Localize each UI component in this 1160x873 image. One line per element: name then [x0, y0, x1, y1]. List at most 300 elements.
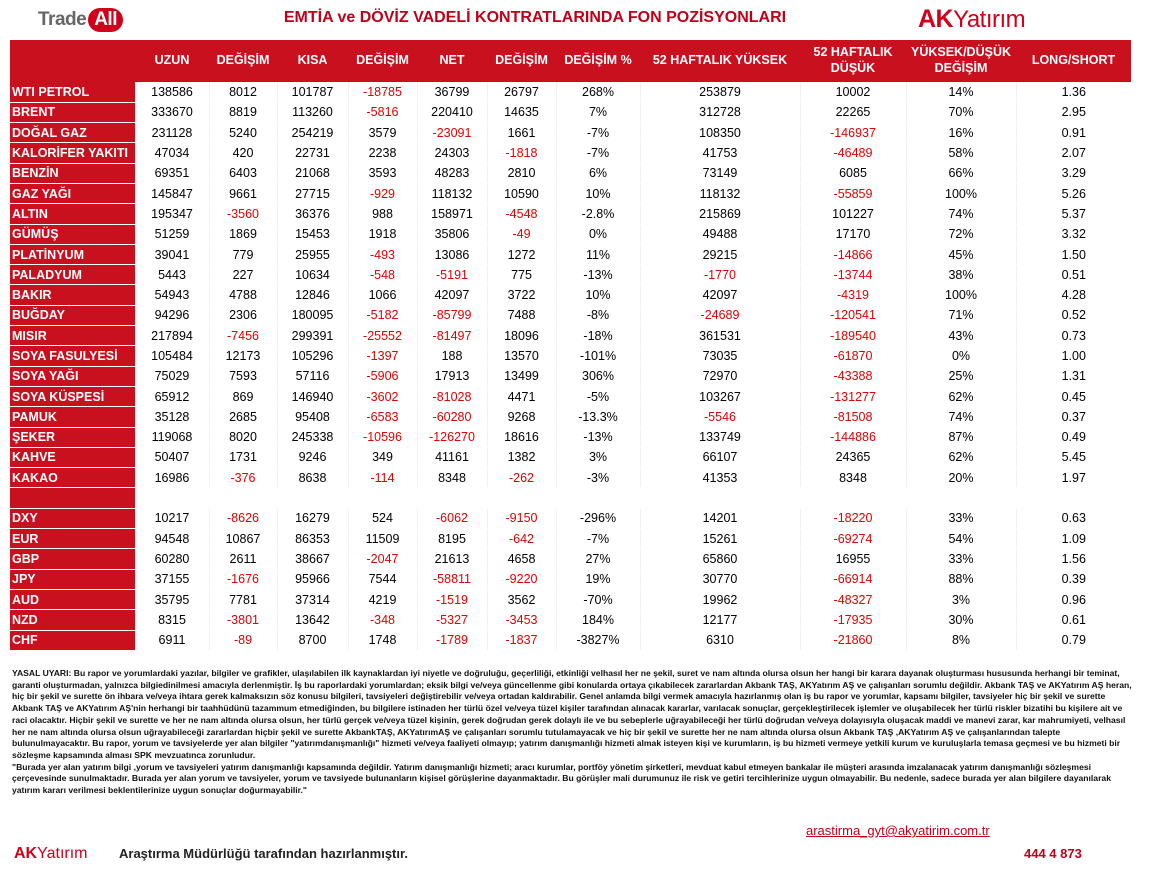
table-cell-high-low-change-col: 66% [906, 163, 1016, 183]
column-header-net-col: NET [417, 40, 487, 82]
table-cell-net-col: 48283 [417, 163, 487, 183]
table-row [10, 285, 1131, 305]
table-cell-uzun-col: 94296 [135, 305, 209, 325]
table-cell-uzun-col: 10217 [135, 508, 209, 528]
table-cell-low-52w-col: -43388 [800, 366, 906, 386]
table-cell-high-low-change-col: 43% [906, 326, 1016, 346]
table-row [10, 427, 1131, 447]
table-cell-high-52w-col: 312728 [640, 102, 800, 122]
table-cell-net-change-col: -4548 [487, 204, 556, 224]
table-cell-high-low-change-col: 38% [906, 265, 1016, 285]
table-cell-low-52w-col: -4319 [800, 285, 906, 305]
table-cell-uzun-change-col: -89 [209, 630, 277, 650]
table-cell-kisa-col: 95408 [277, 407, 348, 427]
table-cell-change-pct-col: 6% [556, 163, 640, 183]
table-cell-long-short-col: 1.97 [1016, 468, 1131, 488]
table-cell-kisa-change-col: 1066 [348, 285, 417, 305]
table-cell-kisa-col: 146940 [277, 386, 348, 406]
table-cell-long-short-col: 0.96 [1016, 589, 1131, 609]
table-cell-kisa-change-col: 349 [348, 447, 417, 467]
table-cell-uzun-change-col: 7781 [209, 589, 277, 609]
table-cell-net-change-col: -9150 [487, 508, 556, 528]
table-cell-long-short-col: 0.45 [1016, 386, 1131, 406]
table-cell-uzun-col: 50407 [135, 447, 209, 467]
table-cell-long-short-col: 1.31 [1016, 366, 1131, 386]
table-cell-high-52w-col: 133749 [640, 427, 800, 447]
table-cell-net-col: 188 [417, 346, 487, 366]
table-cell-long-short-col: 0.51 [1016, 265, 1131, 285]
table-cell-change-pct-col: 7% [556, 102, 640, 122]
table-spacer-row [10, 488, 1131, 508]
table-cell-low-52w-col: -13744 [800, 265, 906, 285]
table-cell-uzun-change-col [209, 488, 277, 508]
table-cell-change-pct-col: 27% [556, 549, 640, 569]
table-cell-kisa-change-col: -10596 [348, 427, 417, 447]
table-cell-kisa-col: 21068 [277, 163, 348, 183]
instrument-name: WTI PETROL [10, 82, 135, 102]
positions-table-wrapper [10, 40, 1131, 651]
table-cell-high-low-change-col: 71% [906, 305, 1016, 325]
instrument-name: BENZİN [10, 163, 135, 183]
table-cell-uzun-col: 6911 [135, 630, 209, 650]
table-cell-high-52w-col: 30770 [640, 569, 800, 589]
table-cell-net-change-col: 18096 [487, 326, 556, 346]
table-cell-low-52w-col: 10002 [800, 82, 906, 102]
table-cell-low-52w-col: -18220 [800, 508, 906, 528]
table-cell-kisa-change-col: -1397 [348, 346, 417, 366]
table-row [10, 123, 1131, 143]
table-cell-net-col: -23091 [417, 123, 487, 143]
table-cell-high-52w-col: 65860 [640, 549, 800, 569]
table-cell-uzun-change-col: -1676 [209, 569, 277, 589]
table-cell-uzun-change-col: 12173 [209, 346, 277, 366]
table-cell-net-change-col: 26797 [487, 82, 556, 102]
table-cell-low-52w-col: -48327 [800, 589, 906, 609]
column-header-high-low-change-col: YÜKSEK/DÜŞÜK DEĞİŞİM [906, 40, 1016, 82]
table-cell-kisa-col: 27715 [277, 183, 348, 203]
contact-email-link[interactable]: arastirma_gyt@akyatirim.com.tr [806, 823, 990, 838]
table-cell-net-col: -60280 [417, 407, 487, 427]
table-cell-kisa-change-col: 524 [348, 508, 417, 528]
table-cell-net-col: 35806 [417, 224, 487, 244]
table-cell-low-52w-col: -55859 [800, 183, 906, 203]
table-cell-high-52w-col: 15261 [640, 529, 800, 549]
table-cell-long-short-col [1016, 488, 1131, 508]
table-cell-kisa-change-col: 7544 [348, 569, 417, 589]
footer-logo-ak: AK [14, 845, 38, 862]
table-cell-uzun-col: 195347 [135, 204, 209, 224]
table-cell-net-col: 21613 [417, 549, 487, 569]
table-cell-kisa-col: 12846 [277, 285, 348, 305]
instrument-name: AUD [10, 589, 135, 609]
table-cell-long-short-col: 0.52 [1016, 305, 1131, 325]
table-cell-low-52w-col: 8348 [800, 468, 906, 488]
table-cell-uzun-col: 217894 [135, 326, 209, 346]
legal-paragraph-1: YASAL UYARI: Bu rapor ve yorumlardaki yazılar, bilgiler ve grafikler, ulaşılabilen ilk kaynaklardan iyi niyetle ve doğruluğu, geçerliliği, etkinliği velhasıl her ne şekil, suret ve nam altında olursa olsun her hangi bir karara dayanak oluşturması hususunda herhangi bir teminat, garanti oluşturmadan, yalnızca bilgiedinilmesi amacıyla derlenmiştir. İş bu raporlardaki yorumlardan; eksik bilgi ve/veya güncellenme gibi konularda ortaya çıkabilecek zararlardan Akbank TAŞ, AKYatırım AŞ ve çalışanları sorumlu değildir. Akbank TAŞ ve AKYatırım AŞ heran, hiç bir şekil ve surette ön ihbara ve/veya ihtara gerek kalmaksızın söz konusu bilgileri, tavsiyeleri değiştirebilir ve/veya ortadan kaldırabilir. Genel anlamda bilgi vermek amacıyla hazırlanmış olan iş bu rapor ve yorumlar, kapsamı bilgiler, tavsiyeler hiç bir şekil ve surette Akbank TAŞ ve AKYatırım AŞ'nin herhangi bir taahhüdünü tazammum etmediğinden, bu bilgilere istinaden her türlü özel ve/veya tüzel kişiler tarafından alınacak kararlar, varılacak sonuçlar, gerçekleştirilecek işlemler ve oluşabilecek her türlü riskler bizatihi bu kişilere ait ve raci olacaktır. Hiçbir şekil ve surette ve her ne nam altında olursa olsun, her türlü gerçek ve/veya tüzel kişinin, gerek doğrudan gerek dolaylı ile ve bu sebeplerle uğrayabileceği her türlü doğrudan ve/veya dolayısıyla oluşacak maddi ve manevi zarar, kar mahrumiyeti, velhasıl her ne nam altında olursa olsun uğrayabileceği zararlardan hiçbir şekil ve surette AkbankTAŞ, AKYatırımAŞ ve çalışanları sorumlu tutulamayacak ve hiç bir şekil ve surette her ne nam altında olursa olsun Akbank TAŞ ,AKYatırım AŞ ve çalışanlarından talepte bulunulmayacaktır. Bu rapor, yorum ve tavsiyelerde yer alan bilgiler "yatırımdanışmanlığı" hizmeti ve/veya faaliyeti olmayıp; yatırım danışmanlığı hizmeti almak isteyen kişi ve kurumların, iş bu hizmeti vermeye yetkili kurum ve kuruluşlarla temasa geçmesi ve bu hizmeti bir sözleşme kapsamında alması SPK mevzuatınca zorunludur. [12, 668, 1132, 760]
table-cell-change-pct-col: -7% [556, 123, 640, 143]
table-cell-kisa-col: 113260 [277, 102, 348, 122]
table-cell-kisa-change-col: -5182 [348, 305, 417, 325]
table-cell-kisa-change-col: -3602 [348, 386, 417, 406]
akyatirim-logo-ak: AK [918, 5, 954, 33]
table-cell-change-pct-col: -2.8% [556, 204, 640, 224]
table-cell-change-pct-col: 3% [556, 447, 640, 467]
table-cell-kisa-col: 299391 [277, 326, 348, 346]
instrument-name: ALTIN [10, 204, 135, 224]
table-cell-net-col [417, 488, 487, 508]
legal-disclaimer [12, 668, 1134, 797]
table-cell-long-short-col: 0.79 [1016, 630, 1131, 650]
table-cell-change-pct-col: 11% [556, 244, 640, 264]
table-cell-kisa-col: 22731 [277, 143, 348, 163]
table-cell-uzun-change-col: 869 [209, 386, 277, 406]
table-cell-high-52w-col: 103267 [640, 386, 800, 406]
table-cell-net-change-col: 4471 [487, 386, 556, 406]
table-cell-long-short-col: 0.49 [1016, 427, 1131, 447]
table-cell-kisa-change-col: -348 [348, 610, 417, 630]
table-cell-high-52w-col: 72970 [640, 366, 800, 386]
table-cell-uzun-change-col: -8626 [209, 508, 277, 528]
table-cell-uzun-change-col: 420 [209, 143, 277, 163]
table-cell-kisa-col: 8638 [277, 468, 348, 488]
table-cell-high-low-change-col: 0% [906, 346, 1016, 366]
table-cell-net-change-col: 3722 [487, 285, 556, 305]
table-cell-high-low-change-col: 70% [906, 102, 1016, 122]
table-cell-low-52w-col: -131277 [800, 386, 906, 406]
column-header-change-pct-col: DEĞİŞİM % [556, 40, 640, 82]
table-cell-net-change-col: 2810 [487, 163, 556, 183]
table-cell-uzun-change-col: -3801 [209, 610, 277, 630]
table-row [10, 265, 1131, 285]
table-cell-kisa-col: 10634 [277, 265, 348, 285]
table-cell-kisa-col: 16279 [277, 508, 348, 528]
instrument-name: EUR [10, 529, 135, 549]
table-cell-high-low-change-col: 16% [906, 123, 1016, 143]
table-cell-low-52w-col: -120541 [800, 305, 906, 325]
table-cell-change-pct-col: -5% [556, 386, 640, 406]
table-cell-net-change-col: 13499 [487, 366, 556, 386]
table-cell-uzun-change-col: 2611 [209, 549, 277, 569]
table-cell-uzun-change-col: 8020 [209, 427, 277, 447]
table-cell-kisa-col: 37314 [277, 589, 348, 609]
table-cell-net-col: -81028 [417, 386, 487, 406]
table-cell-high-low-change-col [906, 488, 1016, 508]
table-cell-long-short-col: 1.36 [1016, 82, 1131, 102]
table-cell-kisa-change-col: -114 [348, 468, 417, 488]
positions-table [10, 40, 1131, 651]
column-header-uzun-change-col: DEĞİŞİM [209, 40, 277, 82]
report-title: EMTİA ve DÖVİZ VADELİ KONTRATLARINDA FON POZİSYONLARI [283, 9, 787, 26]
table-cell-long-short-col: 3.29 [1016, 163, 1131, 183]
table-cell-uzun-col: 333670 [135, 102, 209, 122]
table-cell-low-52w-col: -144886 [800, 427, 906, 447]
table-cell-net-col: 118132 [417, 183, 487, 203]
table-cell-net-col: 42097 [417, 285, 487, 305]
table-cell-high-52w-col: 12177 [640, 610, 800, 630]
table-cell-high-52w-col: -24689 [640, 305, 800, 325]
table-cell-net-col: -5191 [417, 265, 487, 285]
table-cell-low-52w-col: 17170 [800, 224, 906, 244]
table-cell-kisa-col: 13642 [277, 610, 348, 630]
table-row [10, 529, 1131, 549]
table-cell-uzun-change-col: 1869 [209, 224, 277, 244]
akyatirim-logo [918, 5, 1025, 34]
table-cell-net-change-col: 7488 [487, 305, 556, 325]
table-cell-change-pct-col: -3% [556, 468, 640, 488]
table-cell-change-pct-col: 0% [556, 224, 640, 244]
table-cell-low-52w-col: 22265 [800, 102, 906, 122]
table-cell-high-low-change-col: 74% [906, 407, 1016, 427]
footer-logo-yatirim: Yatırım [37, 845, 88, 862]
table-cell-uzun-change-col: 8012 [209, 82, 277, 102]
table-row [10, 447, 1131, 467]
contact-phone: 444 4 873 [1024, 846, 1082, 861]
table-cell-low-52w-col: 24365 [800, 447, 906, 467]
table-cell-net-col: 24303 [417, 143, 487, 163]
column-header-high-52w-col: 52 HAFTALIK YÜKSEK [640, 40, 800, 82]
table-cell-kisa-col: 36376 [277, 204, 348, 224]
table-cell-kisa-col: 180095 [277, 305, 348, 325]
table-cell-net-col: 17913 [417, 366, 487, 386]
table-cell-long-short-col: 0.91 [1016, 123, 1131, 143]
table-cell-long-short-col: 2.95 [1016, 102, 1131, 122]
instrument-name: GBP [10, 549, 135, 569]
table-cell-kisa-col: 101787 [277, 82, 348, 102]
table-cell-high-52w-col: 118132 [640, 183, 800, 203]
table-cell-change-pct-col: -8% [556, 305, 640, 325]
table-cell-uzun-col: 105484 [135, 346, 209, 366]
table-cell-change-pct-col: -7% [556, 529, 640, 549]
table-row [10, 569, 1131, 589]
table-cell-high-52w-col: 49488 [640, 224, 800, 244]
table-cell-net-change-col [487, 488, 556, 508]
table-cell-uzun-col: 145847 [135, 183, 209, 203]
table-cell-low-52w-col: -189540 [800, 326, 906, 346]
table-cell-low-52w-col: 101227 [800, 204, 906, 224]
table-cell-change-pct-col: 19% [556, 569, 640, 589]
table-cell-uzun-col: 5443 [135, 265, 209, 285]
tradeall-logo [38, 6, 123, 34]
table-cell-kisa-change-col [348, 488, 417, 508]
table-cell-uzun-col: 94548 [135, 529, 209, 549]
table-cell-uzun-col: 51259 [135, 224, 209, 244]
table-cell-change-pct-col: 10% [556, 285, 640, 305]
instrument-name: DOĞAL GAZ [10, 123, 135, 143]
table-cell-uzun-change-col: -7456 [209, 326, 277, 346]
table-cell-long-short-col: 5.37 [1016, 204, 1131, 224]
table-cell-long-short-col: 1.09 [1016, 529, 1131, 549]
table-cell-long-short-col: 5.45 [1016, 447, 1131, 467]
table-row [10, 163, 1131, 183]
table-cell-kisa-change-col: 2238 [348, 143, 417, 163]
legal-paragraph-2: "Burada yer alan yatırım bilgi ,yorum ve tavsiyeleri yatırım danışmanlığı kapsamında değildir. Yatırım danışmanlığı hizmeti; aracı kurumlar, portföy yönetim şirketleri, mevduat kabul etmeyen bankalar ile müşteri arasında imzalanacak yatırım danışmanlığı sözleşmesi çerçevesinde sunulmaktadır. Burada yer alan yorum ve tavsiyeler, yorum ve tavsiyede bulunanların kişisel görüşlerine dayanmaktadır. Bu görüşler mali durumunuz ile risk ve getiri tercihlerinize uygun olmayabilir. Bu nedenle, sadece burada yer alan bilgilere dayanılarak yatırım kararı verilmesi beklentilerinize uygun sonuçlar doğurmayabilir." [12, 761, 1111, 796]
table-cell-kisa-change-col: -548 [348, 265, 417, 285]
instrument-name: PLATİNYUM [10, 244, 135, 264]
instrument-name [10, 488, 135, 508]
table-cell-change-pct-col: -101% [556, 346, 640, 366]
table-cell-long-short-col: 0.73 [1016, 326, 1131, 346]
table-cell-uzun-change-col: 8819 [209, 102, 277, 122]
table-cell-uzun-change-col: 5240 [209, 123, 277, 143]
instrument-name: ŞEKER [10, 427, 135, 447]
table-cell-long-short-col: 0.63 [1016, 508, 1131, 528]
table-cell-low-52w-col: -69274 [800, 529, 906, 549]
table-cell-net-col: -6062 [417, 508, 487, 528]
table-cell-kisa-change-col: -493 [348, 244, 417, 264]
table-cell-low-52w-col: -146937 [800, 123, 906, 143]
table-row [10, 630, 1131, 650]
instrument-name: GAZ YAĞI [10, 183, 135, 203]
table-cell-high-low-change-col: 100% [906, 183, 1016, 203]
table-row [10, 610, 1131, 630]
table-cell-kisa-change-col: -5816 [348, 102, 417, 122]
table-cell-high-low-change-col: 33% [906, 549, 1016, 569]
instrument-name: GÜMÜŞ [10, 224, 135, 244]
table-cell-uzun-change-col: 4788 [209, 285, 277, 305]
table-cell-kisa-change-col: -2047 [348, 549, 417, 569]
table-cell-net-change-col: 18616 [487, 427, 556, 447]
table-cell-uzun-col: 54943 [135, 285, 209, 305]
table-row [10, 82, 1131, 102]
table-cell-change-pct-col: -7% [556, 143, 640, 163]
table-cell-net-change-col: -1837 [487, 630, 556, 650]
table-cell-high-low-change-col: 88% [906, 569, 1016, 589]
table-cell-high-52w-col: 41353 [640, 468, 800, 488]
table-cell-high-low-change-col: 8% [906, 630, 1016, 650]
table-cell-kisa-col: 105296 [277, 346, 348, 366]
table-cell-high-low-change-col: 25% [906, 366, 1016, 386]
report-header [0, 0, 1160, 40]
table-cell-kisa-change-col: -6583 [348, 407, 417, 427]
instrument-name: NZD [10, 610, 135, 630]
table-cell-kisa-col: 8700 [277, 630, 348, 650]
table-cell-net-col: 220410 [417, 102, 487, 122]
table-cell-high-low-change-col: 45% [906, 244, 1016, 264]
instrument-name: KAKAO [10, 468, 135, 488]
table-cell-net-change-col: 14635 [487, 102, 556, 122]
table-cell-kisa-change-col: -5906 [348, 366, 417, 386]
table-cell-kisa-change-col: 4219 [348, 589, 417, 609]
table-cell-high-52w-col: -1770 [640, 265, 800, 285]
table-cell-kisa-change-col: 3579 [348, 123, 417, 143]
table-cell-uzun-change-col: -3560 [209, 204, 277, 224]
table-cell-change-pct-col: -13.3% [556, 407, 640, 427]
table-cell-high-52w-col: 42097 [640, 285, 800, 305]
table-cell-change-pct-col: 306% [556, 366, 640, 386]
table-cell-change-pct-col: 268% [556, 82, 640, 102]
table-cell-long-short-col: 3.32 [1016, 224, 1131, 244]
table-cell-uzun-col: 16986 [135, 468, 209, 488]
instrument-name: SOYA KÜSPESİ [10, 386, 135, 406]
table-row [10, 143, 1131, 163]
table-cell-uzun-change-col: 2685 [209, 407, 277, 427]
table-cell-low-52w-col: -66914 [800, 569, 906, 589]
table-cell-uzun-col: 47034 [135, 143, 209, 163]
table-cell-high-52w-col: 41753 [640, 143, 800, 163]
table-cell-low-52w-col: -61870 [800, 346, 906, 366]
table-cell-high-52w-col: 14201 [640, 508, 800, 528]
table-cell-low-52w-col: -46489 [800, 143, 906, 163]
table-cell-kisa-change-col: -25552 [348, 326, 417, 346]
table-cell-uzun-col: 75029 [135, 366, 209, 386]
table-cell-kisa-col: 95966 [277, 569, 348, 589]
table-row [10, 183, 1131, 203]
table-cell-long-short-col: 0.37 [1016, 407, 1131, 427]
table-cell-net-change-col: 9268 [487, 407, 556, 427]
table-cell-long-short-col: 1.50 [1016, 244, 1131, 264]
table-header-row [10, 40, 1131, 82]
table-cell-uzun-change-col: 227 [209, 265, 277, 285]
table-cell-high-low-change-col: 72% [906, 224, 1016, 244]
column-header-instrument-col [10, 40, 135, 82]
table-cell-uzun-col: 8315 [135, 610, 209, 630]
column-header-uzun-col: UZUN [135, 40, 209, 82]
table-row [10, 204, 1131, 224]
table-cell-high-low-change-col: 30% [906, 610, 1016, 630]
instrument-name: SOYA YAĞI [10, 366, 135, 386]
table-cell-high-low-change-col: 20% [906, 468, 1016, 488]
table-cell-kisa-col: 57116 [277, 366, 348, 386]
table-cell-high-low-change-col: 58% [906, 143, 1016, 163]
table-cell-uzun-change-col: -376 [209, 468, 277, 488]
table-cell-net-col: 36799 [417, 82, 487, 102]
table-cell-net-change-col: 1272 [487, 244, 556, 264]
table-cell-high-low-change-col: 87% [906, 427, 1016, 447]
table-cell-uzun-change-col: 779 [209, 244, 277, 264]
table-cell-uzun-col: 65912 [135, 386, 209, 406]
table-cell-long-short-col: 1.56 [1016, 549, 1131, 569]
table-cell-high-low-change-col: 33% [906, 508, 1016, 528]
table-cell-net-change-col: -262 [487, 468, 556, 488]
table-cell-kisa-change-col: 988 [348, 204, 417, 224]
table-cell-low-52w-col [800, 488, 906, 508]
table-cell-high-52w-col: 19962 [640, 589, 800, 609]
table-cell-kisa-change-col: 11509 [348, 529, 417, 549]
table-cell-change-pct-col: -13% [556, 265, 640, 285]
table-cell-low-52w-col: -21860 [800, 630, 906, 650]
table-row [10, 549, 1131, 569]
table-cell-net-col: 158971 [417, 204, 487, 224]
table-cell-long-short-col: 5.26 [1016, 183, 1131, 203]
table-cell-net-col: 8348 [417, 468, 487, 488]
table-cell-uzun-change-col: 1731 [209, 447, 277, 467]
table-cell-net-change-col: -1818 [487, 143, 556, 163]
table-cell-uzun-change-col: 9661 [209, 183, 277, 203]
table-cell-uzun-col: 60280 [135, 549, 209, 569]
table-cell-net-col: -126270 [417, 427, 487, 447]
table-cell-low-52w-col: -81508 [800, 407, 906, 427]
table-row [10, 589, 1131, 609]
table-cell-uzun-col: 119068 [135, 427, 209, 447]
table-cell-high-52w-col: 253879 [640, 82, 800, 102]
table-cell-net-change-col: 775 [487, 265, 556, 285]
table-row [10, 244, 1131, 264]
table-cell-net-col: -1789 [417, 630, 487, 650]
table-cell-uzun-change-col: 2306 [209, 305, 277, 325]
table-cell-long-short-col: 1.00 [1016, 346, 1131, 366]
table-cell-net-col: -85799 [417, 305, 487, 325]
instrument-name: KAHVE [10, 447, 135, 467]
instrument-name: SOYA FASULYESİ [10, 346, 135, 366]
table-cell-change-pct-col: -70% [556, 589, 640, 609]
table-cell-low-52w-col: 16955 [800, 549, 906, 569]
table-row [10, 366, 1131, 386]
table-cell-uzun-col: 69351 [135, 163, 209, 183]
table-cell-net-change-col: -642 [487, 529, 556, 549]
table-cell-high-52w-col: 6310 [640, 630, 800, 650]
table-cell-change-pct-col: -296% [556, 508, 640, 528]
table-cell-net-col: -5327 [417, 610, 487, 630]
